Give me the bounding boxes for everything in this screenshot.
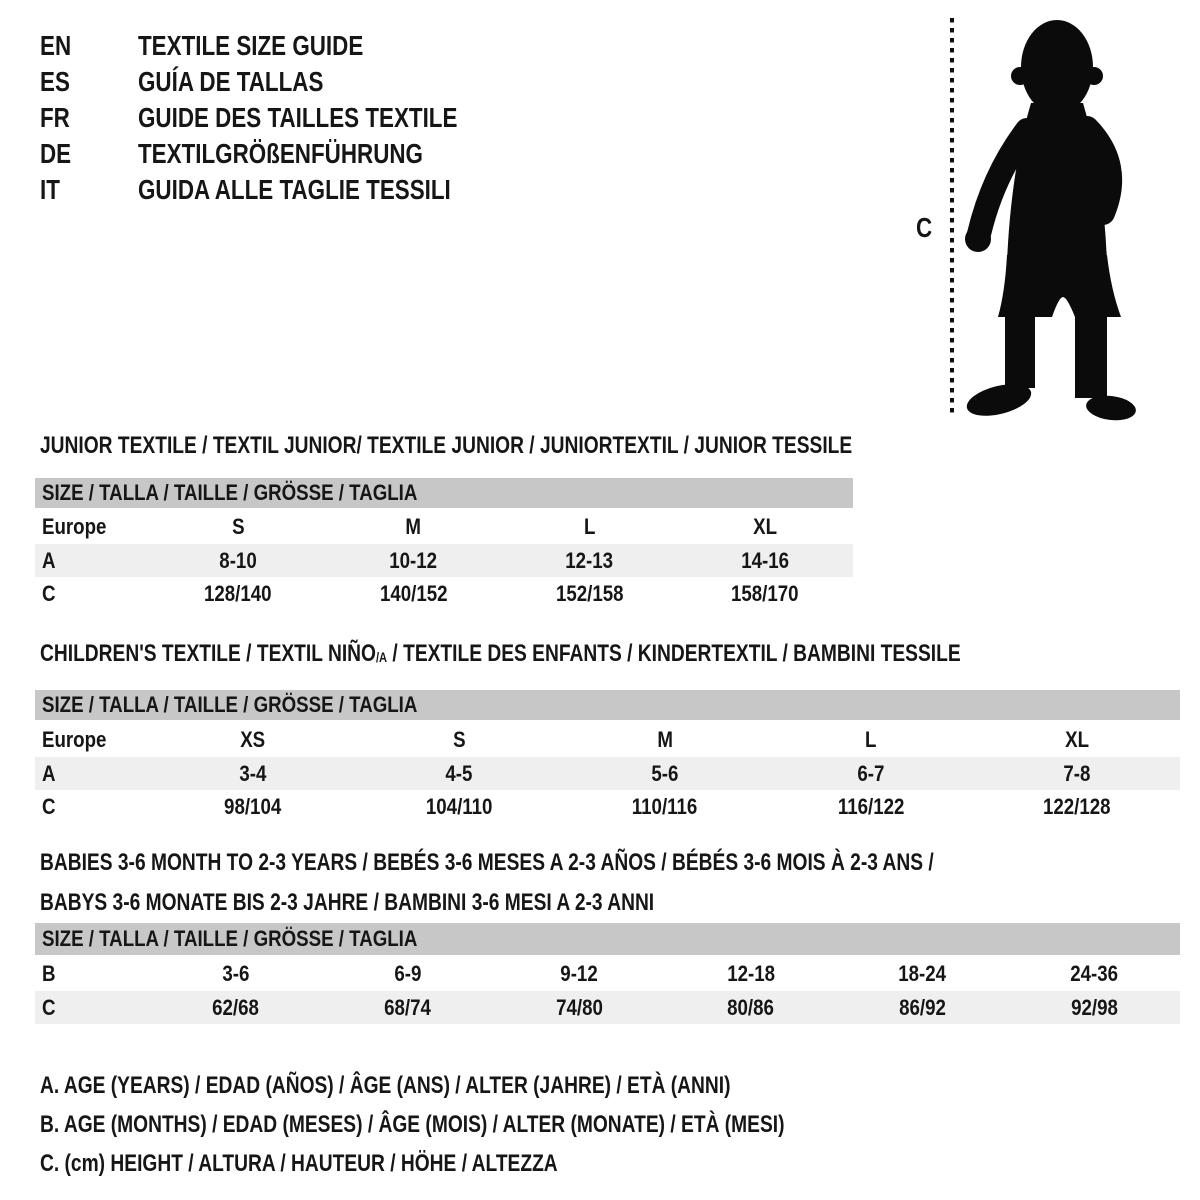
table-cell: 74/80: [555, 994, 603, 1020]
table-size-header: SIZE / TALLA / TAILLE / GRÖSSE / TAGLIA: [35, 923, 1180, 955]
table-cell: 6-7: [857, 760, 885, 786]
language-row: [40, 172, 537, 208]
table-cell: 3-6: [222, 961, 250, 986]
language-row: [40, 136, 537, 172]
table-cell: 92/98: [1070, 994, 1118, 1020]
guide-title: GUIDA ALLE TAGLIE TESSILI: [138, 174, 451, 205]
row-label: C: [42, 581, 56, 606]
row-label: A: [42, 760, 56, 786]
language-row: [40, 100, 537, 136]
table-cell: 5-6: [651, 760, 679, 786]
legend-line-b: B. AGE (MONTHS) / EDAD (MESES) / ÂGE (MOIS) / ALTER (MONATE) / ETÀ (MESI): [40, 1111, 785, 1138]
language-code: EN: [40, 30, 72, 61]
children-section-title: [40, 640, 1191, 670]
table-cell: 7-8: [1063, 760, 1091, 786]
table-cell: XS: [240, 726, 266, 752]
row-label: B: [42, 961, 56, 986]
legend-line-a: A. AGE (YEARS) / EDAD (AÑOS) / ÂGE (ANS) / ALTER (JAHRE) / ETÀ (ANNI): [40, 1072, 731, 1099]
table-cell: 80/86: [727, 994, 775, 1020]
row-label: Europe: [42, 514, 107, 539]
table-row: [35, 790, 1180, 823]
table-cell: 86/92: [899, 994, 946, 1020]
children-title-text: CHILDREN'S TEXTILE / TEXTIL NIÑO: [40, 640, 376, 667]
babies-title-line2: BABYS 3-6 MONATE BIS 2-3 JAHRE / BAMBINI 3-6 MESI A 2-3 ANNI: [40, 889, 655, 916]
babies-table: [35, 923, 1180, 1024]
guide-title: TEXTILGRÖßENFÜHRUNG: [138, 138, 423, 169]
table-cell: 6-9: [393, 961, 422, 986]
table-cell: 122/128: [1043, 793, 1111, 819]
table-cell: 12-18: [726, 961, 775, 986]
language-code: DE: [40, 138, 72, 169]
table-cell: M: [405, 514, 422, 539]
table-cell: 140/152: [379, 581, 448, 606]
row-label: Europe: [42, 726, 107, 752]
table-cell: 18-24: [898, 961, 947, 986]
table-cell: L: [583, 514, 596, 539]
babies-section-title: [40, 843, 1157, 923]
table-cell: 152/158: [555, 581, 624, 606]
table-row: [35, 577, 853, 611]
children-title-subscript: /A: [375, 649, 388, 665]
row-label: A: [42, 547, 56, 573]
table-cell: 14-16: [741, 547, 790, 573]
row-label: C: [42, 994, 56, 1020]
toddler-silhouette-shape: [964, 20, 1138, 423]
table-row: [35, 957, 1180, 991]
table-cell: S: [231, 514, 245, 539]
table-cell: 9-12: [560, 961, 598, 986]
table-cell: M: [657, 726, 673, 752]
table-cell: 8-10: [219, 547, 257, 573]
table-cell: 128/140: [204, 581, 272, 606]
table-cell: 110/116: [632, 793, 698, 819]
height-measure-label: C: [916, 212, 933, 243]
table-cell: L: [865, 726, 877, 752]
guide-title: GUIDE DES TAILLES TEXTILE: [138, 102, 458, 133]
table-cell: XL: [753, 514, 778, 539]
language-code: FR: [40, 102, 70, 133]
table-cell: 158/170: [731, 581, 799, 606]
table-cell: 24-36: [1070, 961, 1119, 986]
language-code: IT: [40, 174, 60, 205]
table-cell: 3-4: [239, 760, 267, 786]
table-cell: 116/122: [837, 793, 905, 819]
table-row: [35, 510, 853, 544]
table-size-header: SIZE / TALLA / TAILLE / GRÖSSE / TAGLIA: [35, 478, 853, 508]
table-cell: 10-12: [389, 547, 438, 573]
table-cell: XL: [1065, 726, 1089, 752]
guide-title: TEXTILE SIZE GUIDE: [138, 30, 364, 61]
row-label: C: [42, 793, 56, 819]
guide-title: GUÍA DE TALLAS: [138, 66, 324, 97]
children-table: [35, 690, 1180, 823]
measurement-legend: [40, 1066, 971, 1183]
table-row: [35, 991, 1180, 1024]
junior-table: [35, 478, 853, 611]
table-cell: 12-13: [565, 547, 614, 573]
table-cell: 104/110: [425, 793, 493, 819]
language-row: [40, 64, 537, 100]
table-row: [35, 544, 853, 577]
table-cell: 4-5: [445, 760, 473, 786]
table-cell: S: [452, 726, 466, 752]
table-cell: 62/68: [212, 994, 260, 1020]
legend-line-c: C. (cm) HEIGHT / ALTURA / HAUTEUR / HÖHE / ALTEZZA: [40, 1150, 558, 1177]
table-row: [35, 722, 1180, 757]
toddler-silhouette-icon: [935, 10, 1145, 430]
junior-section-title: JUNIOR TEXTILE / TEXTIL JUNIOR/ TEXTILE JUNIOR / JUNIORTEXTIL / JUNIOR TESSILE: [40, 432, 853, 459]
table-size-header: SIZE / TALLA / TAILLE / GRÖSSE / TAGLIA: [35, 690, 1180, 720]
language-code: ES: [40, 66, 70, 97]
language-row: [40, 28, 537, 64]
language-title-list: [40, 28, 537, 208]
table-cell: 98/104: [224, 793, 282, 819]
babies-title-line1: BABIES 3-6 MONTH TO 2-3 YEARS / BEBÉS 3-6 MESES A 2-3 AÑOS / BÉBÉS 3-6 MOIS À 2-3 ANS /: [40, 849, 934, 876]
children-title-text: / TEXTILE DES ENFANTS / KINDERTEXTIL / BAMBINI TESSILE: [387, 640, 961, 667]
table-row: [35, 757, 1180, 790]
table-cell: 68/74: [384, 994, 431, 1020]
